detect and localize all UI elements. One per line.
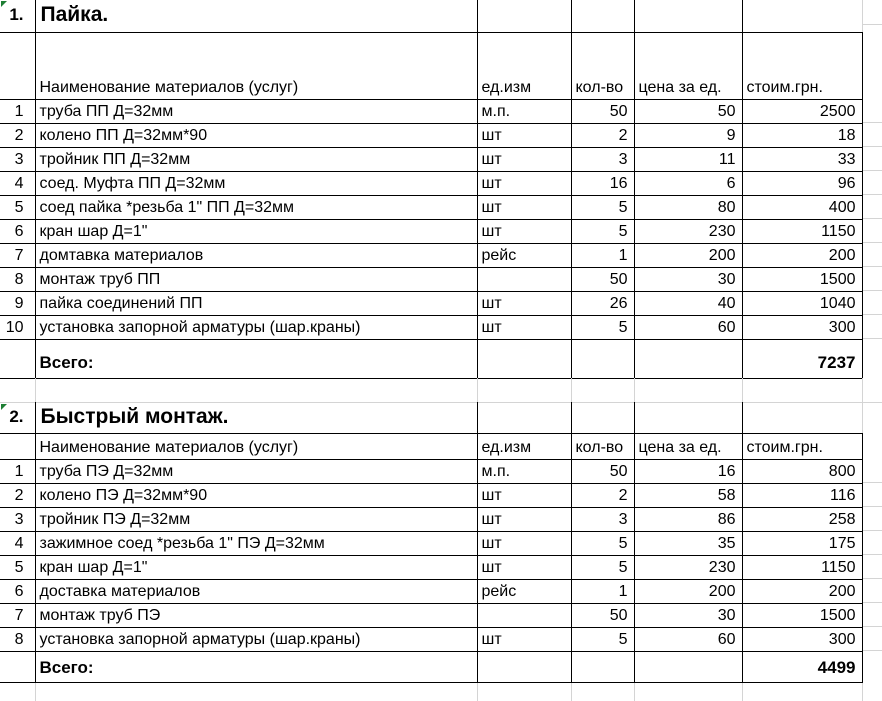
- price-cell[interactable]: 40: [634, 291, 742, 315]
- empty-cell[interactable]: [634, 652, 742, 683]
- price-cell[interactable]: 230: [634, 219, 742, 243]
- cost-cell[interactable]: 18: [742, 123, 862, 147]
- row-number-cell[interactable]: 2: [0, 484, 35, 508]
- row-number-cell[interactable]: 3: [0, 147, 35, 171]
- unit-cell[interactable]: [477, 604, 571, 628]
- unit-cell[interactable]: рейс: [477, 580, 571, 604]
- unit-cell[interactable]: шт: [477, 556, 571, 580]
- price-cell[interactable]: 11: [634, 147, 742, 171]
- price-cell[interactable]: 200: [634, 580, 742, 604]
- table-row: [0, 484, 862, 508]
- row-number-cell[interactable]: 8: [0, 628, 35, 652]
- unit-cell[interactable]: шт: [477, 628, 571, 652]
- cost-cell[interactable]: 175: [742, 532, 862, 556]
- empty-cell[interactable]: [477, 403, 571, 434]
- cost-cell[interactable]: 1040: [742, 291, 862, 315]
- gridline: [863, 99, 882, 339]
- item-name-cell[interactable]: монтаж труб ПП: [35, 267, 477, 291]
- total-value-cell[interactable]: 4499: [742, 652, 862, 683]
- unit-cell[interactable]: шт: [477, 123, 571, 147]
- unit-cell[interactable]: шт: [477, 484, 571, 508]
- cost-cell[interactable]: 2500: [742, 99, 862, 123]
- unit-cell[interactable]: шт: [477, 171, 571, 195]
- empty-cell[interactable]: [571, 652, 634, 683]
- column-header-qty[interactable]: кол-во: [571, 434, 634, 460]
- qty-cell[interactable]: 2: [571, 123, 634, 147]
- gridline: [571, 378, 572, 402]
- empty-cell[interactable]: [571, 0, 634, 32]
- gridline: [35, 683, 36, 701]
- item-name-cell[interactable]: кран шар Д=1": [35, 556, 477, 580]
- column-header-price[interactable]: цена за ед.: [634, 434, 742, 460]
- table-row: [0, 628, 862, 652]
- row-number-cell[interactable]: 9: [0, 291, 35, 315]
- empty-cell[interactable]: [0, 32, 35, 99]
- table-row: [0, 556, 862, 580]
- row-number-cell[interactable]: 5: [0, 195, 35, 219]
- unit-cell[interactable]: шт: [477, 291, 571, 315]
- qty-cell[interactable]: 5: [571, 532, 634, 556]
- empty-cell[interactable]: [634, 403, 742, 434]
- qty-cell[interactable]: 3: [571, 147, 634, 171]
- price-cell[interactable]: 86: [634, 508, 742, 532]
- unit-cell[interactable]: шт: [477, 147, 571, 171]
- gridline: [571, 683, 572, 701]
- item-name-cell[interactable]: доставка материалов: [35, 580, 477, 604]
- empty-cell[interactable]: [0, 339, 35, 378]
- table-row: [0, 99, 862, 123]
- price-cell[interactable]: 200: [634, 243, 742, 267]
- item-name-cell[interactable]: колено ПП Д=32мм*90: [35, 123, 477, 147]
- item-name-cell[interactable]: тройник ПЭ Д=32мм: [35, 508, 477, 532]
- qty-cell[interactable]: 5: [571, 628, 634, 652]
- quick-mount-table: [0, 402, 863, 683]
- row-number-cell[interactable]: 6: [0, 219, 35, 243]
- qty-cell[interactable]: 1: [571, 580, 634, 604]
- row-number-cell[interactable]: 6: [0, 580, 35, 604]
- empty-cell[interactable]: [477, 0, 571, 32]
- empty-cell[interactable]: [742, 403, 862, 434]
- table-row: [0, 604, 862, 628]
- cost-cell[interactable]: 300: [742, 628, 862, 652]
- cost-cell[interactable]: 1150: [742, 556, 862, 580]
- section-2-title-row: [0, 403, 862, 434]
- item-name-cell[interactable]: соед. Муфта ПП Д=32мм: [35, 171, 477, 195]
- cell-indicator-icon: [1, 1, 7, 7]
- cost-cell[interactable]: 1500: [742, 604, 862, 628]
- price-cell[interactable]: 30: [634, 604, 742, 628]
- table-header-row: [0, 32, 862, 99]
- row-number-cell[interactable]: 2: [0, 123, 35, 147]
- cost-cell[interactable]: 96: [742, 171, 862, 195]
- total-label-cell[interactable]: Всего:: [35, 339, 477, 378]
- qty-cell[interactable]: 50: [571, 99, 634, 123]
- total-row: [0, 339, 862, 378]
- cost-cell[interactable]: 200: [742, 243, 862, 267]
- empty-cell[interactable]: [634, 339, 742, 378]
- item-name-cell[interactable]: зажимное соед *резьба 1" ПЭ Д=32мм: [35, 532, 477, 556]
- item-name-cell[interactable]: труба ПЭ Д=32мм: [35, 460, 477, 484]
- gridline: [863, 24, 882, 25]
- total-row: [0, 652, 862, 683]
- section-title-cell[interactable]: Быстрый монтаж.: [35, 403, 477, 434]
- table-row: [0, 291, 862, 315]
- qty-cell[interactable]: 1: [571, 243, 634, 267]
- item-name-cell[interactable]: кран шар Д=1": [35, 219, 477, 243]
- column-header-name[interactable]: Наименование материалов (услуг): [35, 434, 477, 460]
- price-cell[interactable]: 60: [634, 315, 742, 339]
- table-row: [0, 580, 862, 604]
- item-name-cell[interactable]: установка запорной арматуры (шар.краны): [35, 628, 477, 652]
- qty-cell[interactable]: 2: [571, 484, 634, 508]
- row-number-cell[interactable]: 7: [0, 604, 35, 628]
- unit-cell[interactable]: [477, 267, 571, 291]
- unit-cell[interactable]: м.п.: [477, 460, 571, 484]
- price-cell[interactable]: 58: [634, 484, 742, 508]
- unit-cell[interactable]: рейс: [477, 243, 571, 267]
- table-row: [0, 460, 862, 484]
- table-row: [0, 532, 862, 556]
- gridline: [742, 378, 743, 402]
- table-row: [0, 508, 862, 532]
- row-number-cell[interactable]: 10: [0, 315, 35, 339]
- cost-cell[interactable]: 800: [742, 460, 862, 484]
- gridline: [477, 378, 478, 402]
- qty-cell[interactable]: 3: [571, 508, 634, 532]
- item-name-cell[interactable]: пайка соединений ПП: [35, 291, 477, 315]
- total-label-cell[interactable]: Всего:: [35, 652, 477, 683]
- price-cell[interactable]: 60: [634, 628, 742, 652]
- section-number-cell[interactable]: 2.: [0, 403, 35, 434]
- table-row: [0, 243, 862, 267]
- price-cell[interactable]: 30: [634, 267, 742, 291]
- column-header-qty[interactable]: кол-во: [571, 32, 634, 99]
- unit-cell[interactable]: м.п.: [477, 99, 571, 123]
- price-cell[interactable]: 35: [634, 532, 742, 556]
- qty-cell[interactable]: 50: [571, 460, 634, 484]
- qty-cell[interactable]: 50: [571, 267, 634, 291]
- table-row: [0, 195, 862, 219]
- item-name-cell[interactable]: соед пайка *резьба 1" ПП Д=32мм: [35, 195, 477, 219]
- gridline: [862, 402, 882, 403]
- column-header-cost[interactable]: стоим.грн.: [742, 32, 862, 99]
- cost-cell[interactable]: 116: [742, 484, 862, 508]
- gridline: [862, 378, 863, 402]
- price-cell[interactable]: 9: [634, 123, 742, 147]
- gridline: [742, 683, 743, 701]
- item-name-cell[interactable]: тройник ПП Д=32мм: [35, 147, 477, 171]
- price-cell[interactable]: 80: [634, 195, 742, 219]
- price-cell[interactable]: 230: [634, 556, 742, 580]
- item-name-cell[interactable]: установка запорной арматуры (шар.краны): [35, 315, 477, 339]
- total-value-cell[interactable]: 7237: [742, 339, 862, 378]
- qty-cell[interactable]: 50: [571, 604, 634, 628]
- column-header-unit[interactable]: ед.изм: [477, 434, 571, 460]
- empty-cell[interactable]: [0, 434, 35, 460]
- table-row: [0, 123, 862, 147]
- cost-cell[interactable]: 1500: [742, 267, 862, 291]
- section-number-cell[interactable]: 1.: [0, 0, 35, 32]
- column-header-price[interactable]: цена за ед.: [634, 32, 742, 99]
- row-number-cell[interactable]: 4: [0, 532, 35, 556]
- row-number-cell[interactable]: 3: [0, 508, 35, 532]
- row-number-cell[interactable]: 1: [0, 99, 35, 123]
- column-header-name[interactable]: Наименование материалов (услуг): [35, 32, 477, 99]
- gridline: [35, 378, 36, 402]
- table-row: [0, 171, 862, 195]
- empty-cell[interactable]: [742, 0, 862, 32]
- row-number-cell[interactable]: 7: [0, 243, 35, 267]
- empty-cell[interactable]: [634, 0, 742, 32]
- gridline: [634, 683, 635, 701]
- price-cell[interactable]: 6: [634, 171, 742, 195]
- unit-cell[interactable]: шт: [477, 532, 571, 556]
- table-header-row: [0, 434, 862, 460]
- qty-cell[interactable]: 5: [571, 556, 634, 580]
- cost-cell[interactable]: 258: [742, 508, 862, 532]
- table-row: [0, 147, 862, 171]
- gridline: [634, 378, 635, 402]
- empty-cell[interactable]: [0, 652, 35, 683]
- cost-cell[interactable]: 33: [742, 147, 862, 171]
- row-number-cell[interactable]: 8: [0, 267, 35, 291]
- row-number-cell[interactable]: 4: [0, 171, 35, 195]
- column-header-unit[interactable]: ед.изм: [477, 32, 571, 99]
- item-name-cell[interactable]: колено ПЭ Д=32мм*90: [35, 484, 477, 508]
- item-name-cell[interactable]: домтавка материалов: [35, 243, 477, 267]
- row-number-cell[interactable]: 1: [0, 460, 35, 484]
- empty-cell[interactable]: [571, 403, 634, 434]
- item-name-cell[interactable]: труба ПП Д=32мм: [35, 99, 477, 123]
- gridline: [862, 683, 863, 701]
- empty-cell[interactable]: [477, 652, 571, 683]
- empty-cell[interactable]: [571, 339, 634, 378]
- row-number-cell[interactable]: 5: [0, 556, 35, 580]
- cost-cell[interactable]: 400: [742, 195, 862, 219]
- unit-cell[interactable]: шт: [477, 219, 571, 243]
- qty-cell[interactable]: 5: [571, 219, 634, 243]
- cost-cell[interactable]: 1150: [742, 219, 862, 243]
- qty-cell[interactable]: 5: [571, 315, 634, 339]
- price-cell[interactable]: 16: [634, 460, 742, 484]
- gridline: [863, 459, 882, 651]
- item-name-cell[interactable]: монтаж труб ПЭ: [35, 604, 477, 628]
- column-header-cost[interactable]: стоим.грн.: [742, 434, 862, 460]
- empty-cell[interactable]: [477, 339, 571, 378]
- table-row: [0, 219, 862, 243]
- qty-cell[interactable]: 26: [571, 291, 634, 315]
- qty-cell[interactable]: 5: [571, 195, 634, 219]
- section-title-cell[interactable]: Пайка.: [35, 0, 477, 32]
- section-1-title-row: [0, 0, 862, 32]
- price-cell[interactable]: 50: [634, 99, 742, 123]
- cost-cell[interactable]: 300: [742, 315, 862, 339]
- unit-cell[interactable]: шт: [477, 195, 571, 219]
- cell-indicator-icon: [1, 404, 7, 410]
- qty-cell[interactable]: 16: [571, 171, 634, 195]
- table-row: [0, 315, 862, 339]
- cost-cell[interactable]: 200: [742, 580, 862, 604]
- unit-cell[interactable]: шт: [477, 508, 571, 532]
- table-row: [0, 267, 862, 291]
- gridline: [477, 683, 478, 701]
- unit-cell[interactable]: шт: [477, 315, 571, 339]
